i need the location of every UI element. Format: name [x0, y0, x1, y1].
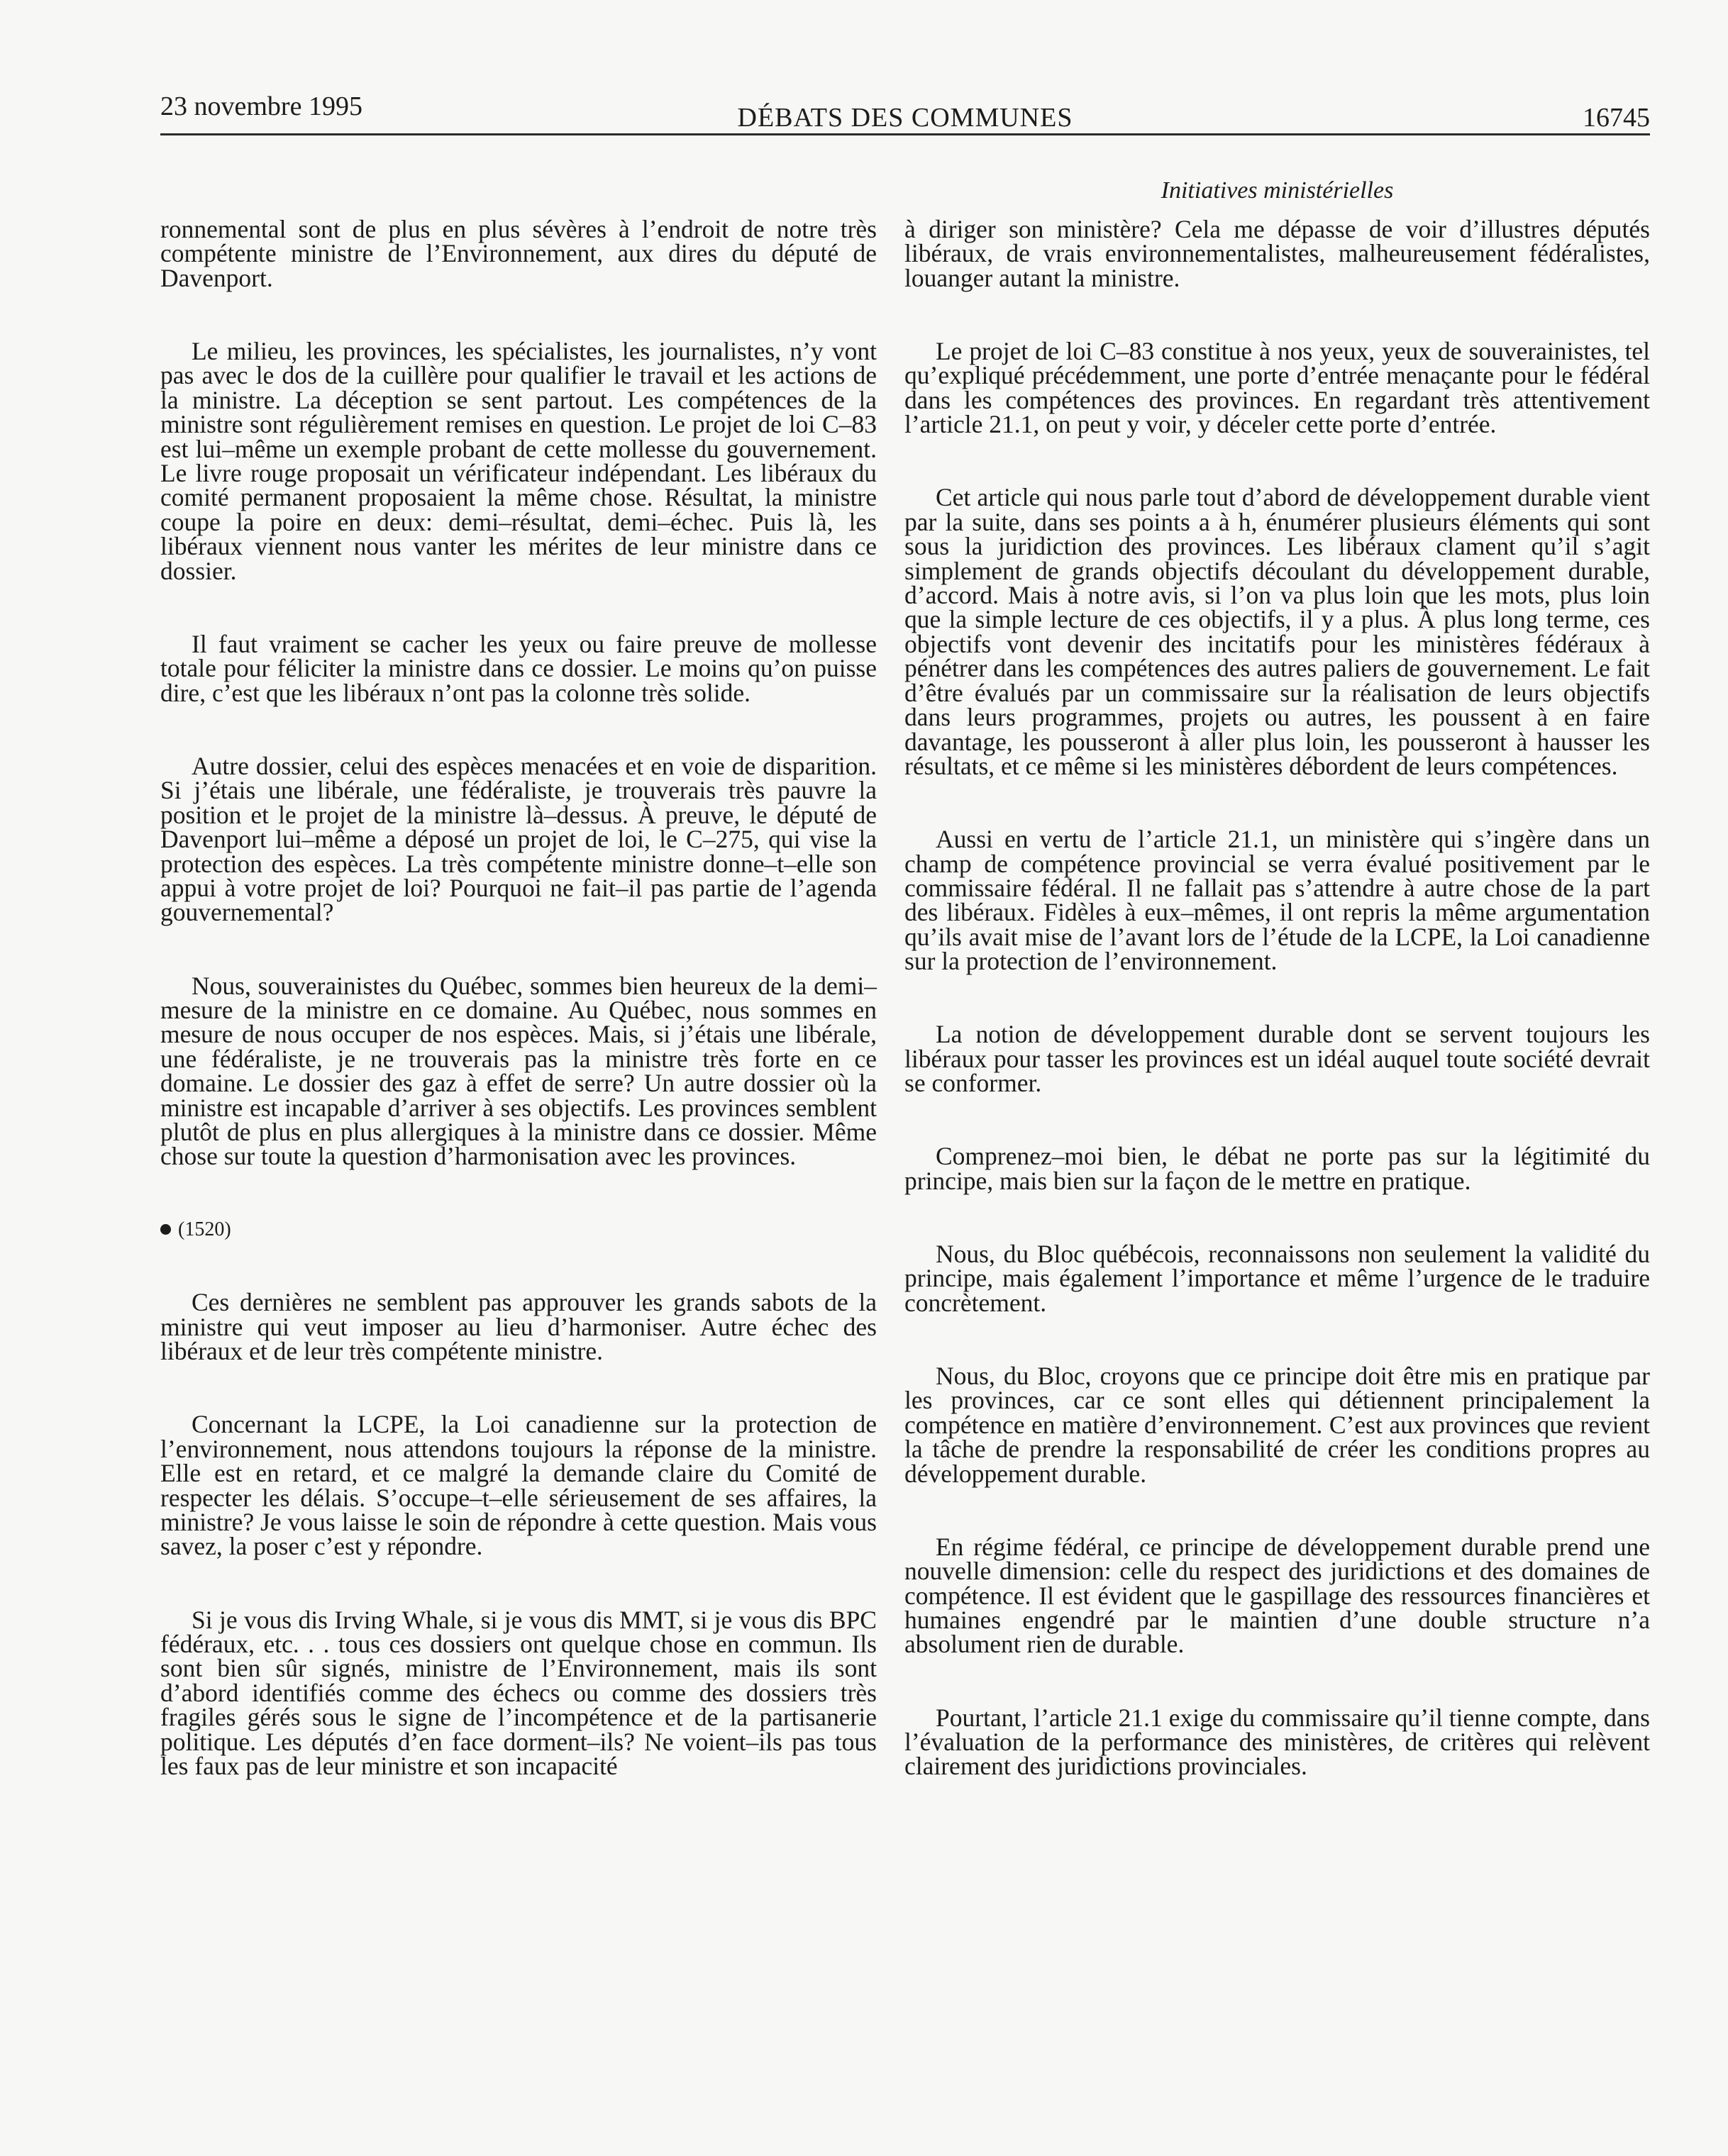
paragraph: Aussi en vertu de l’article 21.1, un ministère qui s’ingère dans un champ de compétence provincial se verra évalué positivement par le commissaire fédéral. Il ne fallait pas s’attendre à autre chose de la part des libéraux. Fidèles à eux–mêmes, il ont repris la même argumentation qu’ils avait mise de l’avant lors de l’étude de la LCPE, la Loi canadienne sur la protection de l’environnement.: [904, 825, 1650, 976]
paragraph: Le milieu, les provinces, les spécialistes, les journalistes, n’y vont pas avec le dos de la cuillère pour qualifier le travail et les actions de la ministre. La déception se sent partout. Les compétences de la ministre sont régulièrement remises en question. Le projet de loi C–83 est lui–même un exemple probant de cette mollesse du gouvernement. Le livre rouge proposait un vérificateur indépendant. Les libéraux du comité permanent proposaient la même chose. Résultat, la ministre coupe la poire en deux: demi–résultat, demi–échec. Puis là, les libéraux viennent nous vanter les mérites de leur ministre dans ce dossier.: [160, 337, 877, 585]
paragraph: Il faut vraiment se cacher les yeux ou faire preuve de mollesse totale pour féliciter la ministre dans ce dossier. Le moins qu’on puisse dire, c’est que les libéraux n’ont pas la colonne très solide.: [160, 629, 877, 707]
paragraph: Nous, du Bloc québécois, reconnaissons non seulement la validité du principe, mais également l’importance et même l’urgence de le traduire concrètement.: [904, 1239, 1650, 1317]
paragraph: Autre dossier, celui des espèces menacées et en voie de disparition. Si j’étais une libérale, une fédéraliste, je trouverais très pauvre la position et le projet de la ministre là–dessus. À preuve, le député de Davenport lui–même a déposé un projet de loi, le C–275, qui vise la protection des espèces. La très compétente ministre donne–t–elle son appui à votre projet de loi? Pourquoi ne fait–il pas partie de l’agenda gouvernemental?: [160, 751, 877, 927]
paragraph: En régime fédéral, ce principe de développement durable prend une nouvelle dimension: celle du respect des juridictions et des domaines de compétence. Il est évident que le gaspillage des ressources financières et humaines engendré par le maintien d’une double structure n’a absolument rien de durable.: [904, 1532, 1650, 1659]
paragraph: Pourtant, l’article 21.1 exige du commissaire qu’il tienne compte, dans l’évaluation de la performance des ministères, de critères qui relèvent clairement des juridictions provinciales.: [904, 1703, 1650, 1781]
bullet-icon: [160, 1224, 171, 1235]
paragraph: Comprenez–moi bien, le débat ne porte pas sur la légitimité du principe, mais bien sur la façon de le mettre en pratique.: [904, 1142, 1650, 1195]
section-title: Initiatives ministérielles: [1161, 177, 1394, 204]
left-column: [160, 215, 877, 1781]
paragraph: Nous, souverainistes du Québec, sommes bien heureux de la demi–mesure de la ministre en ce domaine. Au Québec, nous sommes en mesure de nous occuper de nos espèces. Mais, si j’étais une libérale, une fédéraliste, je ne trouverais pas la ministre très forte en ce domaine. Le dossier des gaz à effet de serre? Un autre dossier où la ministre est incapable d’arriver à ses objectifs. Les provinces semblent plutôt de plus en plus allergiques à la ministre dans ce dossier. Même chose sur toute la question d’harmonisation avec les provinces.: [160, 971, 877, 1171]
paragraph: Cet article qui nous parle tout d’abord de développement durable vient par la suite, dans ses points a à h, énumérer plusieurs éléments qui sont sous la juridiction des provinces. Les libéraux clament qu’il s’agit simplement de grands objectifs découlant du développement durable, d’accord. Mais à notre avis, si l’on va plus loin que les mots, plus loin que la simple lecture de ces objectifs, il y a plus. À plus long terme, ces objectifs vont devenir des incitatifs pour les ministères fédéraux à pénétrer dans les compétences des autres paliers de gouvernement. Le fait d’être évalués par un commissaire sur la réalisation de leurs objectifs dans leurs programmes, projets ou autres, les poussent à en faire davantage, les pousseront à aller plus loin, les pousseront à hausser les résultats, et ce même si les ministères débordent de leurs compétences.: [904, 483, 1650, 780]
time-marker-text: (1520): [178, 1218, 231, 1240]
paragraph: Si je vous dis Irving Whale, si je vous dis MMT, si je vous dis BPC fédéraux, etc. . . tous ces dossiers ont quelque chose en commun. Ils sont bien sûr signés, ministre de l’Environnement, mais ils sont d’abord identifiés comme des échecs ou comme des dossiers très fragiles gérés sous le signe de l’incompétence et de la partisanerie politique. Les députés d’en face dorment–ils? Ne voient–ils pas tous les faux pas de leur ministre et son incapacité: [160, 1605, 877, 1781]
paragraph: Ces dernières ne semblent pas approuver les grands sabots de la ministre qui veut imposer au lieu d’harmoniser. Autre échec des libéraux et de leur très compétente ministre.: [160, 1288, 877, 1366]
paragraph: Concernant la LCPE, la Loi canadienne sur la protection de l’environnement, nous attendons toujours la réponse de la ministre. Elle est en retard, et ce malgré la demande claire du Comité de respecter les délais. S’occupe–t–elle sérieusement de ses affaires, la ministre? Je vous laisse le soin de répondre à cette question. Mais vous savez, la poser c’est y répondre.: [160, 1410, 877, 1561]
time-marker: [160, 1218, 877, 1242]
paragraph: La notion de développement durable dont se servent toujours les libéraux pour tasser les provinces est un idéal auquel toute société devrait se conformer.: [904, 1020, 1650, 1098]
page-header: [160, 84, 1650, 135]
right-column: [904, 217, 1650, 1779]
header-journal-title: DÉBATS DES COMMUNES: [737, 103, 1073, 133]
paragraph: ronnemental sont de plus en plus sévères à l’endroit de notre très compétente ministre de l’Environnement, aux dires du député de Davenport.: [160, 215, 877, 292]
paragraph: Le projet de loi C–83 constitue à nos yeux, yeux de souverainistes, tel qu’expliqué précédemment, une porte d’entrée menaçante pour le fédéral dans les compétences des provinces. En regardant très attentivement l’article 21.1, on peut y voir, y déceler cette porte d’entrée.: [904, 337, 1650, 439]
paragraph: Nous, du Bloc, croyons que ce principe doit être mis en pratique par les provinces, car ce sont elles qui détiennent principalement la compétence en matière d’environnement. C’est aux provinces que revient la tâche de prendre la responsabilité de créer les conditions propres au développement durable.: [904, 1361, 1650, 1488]
paragraph: à diriger son ministère? Cela me dépasse de voir d’illustres députés libéraux, de vrais environnementalistes, malheureusement fédéralistes, louanger autant la ministre.: [904, 215, 1650, 292]
header-page-number: 16745: [1583, 103, 1650, 133]
header-date: 23 novembre 1995: [160, 91, 362, 121]
